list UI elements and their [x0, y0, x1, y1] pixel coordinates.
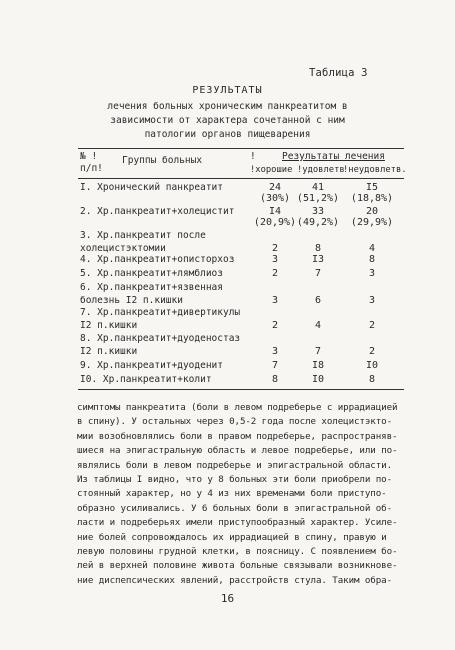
row-3-value-3: 4: [368, 243, 376, 254]
title-line-1: лечения больных хроническим панкреатитом в: [107, 101, 348, 112]
row-10-value-3: 8: [368, 374, 376, 385]
row-2-group-line: 2. Хр.панкреатит+холецистит: [80, 206, 235, 217]
row-6-value-2: 6: [314, 295, 322, 306]
row-2-value-2: 33: [311, 206, 325, 217]
row-10-group-line: I0. Хр.панкреатит+колит: [80, 374, 212, 385]
row-1-value-2: 41: [311, 182, 325, 193]
row-9-group-line: 9. Хр.панкреатит+дуоденит: [80, 360, 223, 371]
row-9-value-3: I0: [365, 360, 379, 371]
row-4-value-2: I3: [311, 254, 325, 265]
row-3-group-line: холецистэктомии: [80, 243, 166, 254]
header-bottom-rule: [78, 178, 404, 179]
header-satisfactory: !удовлетв: [297, 165, 345, 175]
row-10-value-1: 8: [271, 374, 279, 385]
row-3-value-1: 2: [271, 243, 279, 254]
table-bottom-rule: [78, 389, 404, 390]
row-7-group-line: 7. Хр.панкреатит+дивертикулы: [80, 307, 241, 318]
row-4-value-3: 8: [368, 254, 376, 265]
row-10-value-2: I0: [311, 374, 325, 385]
row-5-value-2: 7: [314, 268, 322, 279]
row-4-group-line: 4. Хр.панкреатит+описторхоз: [80, 254, 235, 265]
body-line: Из таблицы I видно, что у 8 больных эти боли приобрели по-: [77, 474, 393, 486]
header-num-1: № !: [80, 151, 98, 162]
header-good: !хорошие: [250, 165, 293, 175]
body-line: в спину). У остальных через 0,5-2 года после холецистэкто-: [77, 416, 393, 428]
row-7-value-1: 2: [271, 320, 279, 331]
table-top-rule: [78, 148, 404, 149]
row-1-percent-3: (18,8%): [350, 193, 394, 204]
body-line: лей в верхней половине живота больные связывали возникнове-: [77, 560, 398, 572]
row-1-percent-1: (30%): [259, 193, 291, 204]
body-line: образно усиливались. У 6 больных боли в эпигастральной об-: [77, 502, 393, 514]
row-1-group-line: I. Хронический панкреатит: [80, 182, 223, 193]
table-caption: Таблица 3: [309, 67, 368, 79]
body-line: мии возобновлялись боли в правом подреберье, распространяв-: [77, 430, 398, 442]
body-line: ласти и подреберьях имели приступообразный характер. Усиле-: [77, 517, 398, 529]
row-8-value-2: 7: [314, 346, 322, 357]
row-1-value-3: I5: [365, 182, 379, 193]
row-9-value-1: 7: [271, 360, 279, 371]
table-title: РЕЗУЛЬТАТЫ: [192, 85, 263, 96]
row-8-group-line: I2 п.кишки: [80, 346, 138, 357]
row-1-percent-2: (51,2%): [296, 193, 340, 204]
header-num-2: п/п!: [80, 163, 103, 174]
header-groups: Группы больных: [122, 155, 203, 166]
title-line-2: зависимости от характера сочетанной с ним: [110, 115, 345, 126]
title-line-3: патологии органов пищеварения: [144, 129, 311, 140]
body-line: симптомы панкреатита (боли в левом подреберье с иррадиацией: [77, 402, 398, 413]
row-8-group-line: 8. Хр.панкреатит+дуоденостаз: [80, 333, 241, 344]
row-6-value-3: 3: [368, 295, 376, 306]
body-line: левую половины грудной клетки, в поясницу. С появлением бо-: [77, 546, 398, 558]
row-2-percent-2: (49,2%): [296, 217, 340, 228]
body-text: [77, 401, 407, 588]
row-5-group-line: 5. Хр.панкреатит+лямблиоз: [80, 268, 223, 279]
row-9-value-2: I8: [311, 360, 325, 371]
row-5-value-1: 2: [271, 268, 279, 279]
row-5-value-3: 3: [368, 268, 376, 279]
row-7-group-line: I2 п.кишки: [80, 320, 138, 331]
row-2-value-1: I4: [268, 206, 282, 217]
header-results: Результаты лечения: [282, 151, 385, 162]
body-line: стоянный характер, но у 4 из них временами боли приступо-: [77, 488, 387, 500]
body-line: шиеся на эпигастральную область и левое подреберье, или по-: [77, 445, 398, 457]
row-8-value-3: 2: [368, 346, 376, 357]
row-8-value-1: 3: [271, 346, 279, 357]
row-3-group-line: 3. Хр.панкреатит после: [80, 230, 206, 241]
row-6-group-line: 6. Хр.панкреатит+язвенная: [80, 282, 223, 293]
body-line: являлись боли в левом подреберье и эпигастральной области.: [77, 459, 393, 471]
row-6-group-line: болезнь I2 п.кишки: [80, 295, 183, 306]
row-2-value-3: 20: [365, 206, 379, 217]
row-7-value-3: 2: [368, 320, 376, 331]
row-2-percent-3: (29,9%): [350, 217, 394, 228]
header-unsatisfactory: !неудовлетв.: [343, 165, 407, 175]
body-line: ние болей сопровождалось их иррадиацией в спину, правую и: [77, 531, 387, 543]
row-7-value-2: 4: [314, 320, 322, 331]
header-results-bar: !: [250, 151, 256, 162]
page-number: 16: [220, 592, 235, 605]
row-1-value-1: 24: [268, 182, 282, 193]
body-line: ние диспепсических явлений, расстройств стула. Таким обра-: [77, 574, 393, 586]
row-4-value-1: 3: [271, 254, 279, 265]
row-2-percent-1: (20,9%): [253, 217, 297, 228]
row-3-value-2: 8: [314, 243, 322, 254]
row-6-value-1: 3: [271, 295, 279, 306]
